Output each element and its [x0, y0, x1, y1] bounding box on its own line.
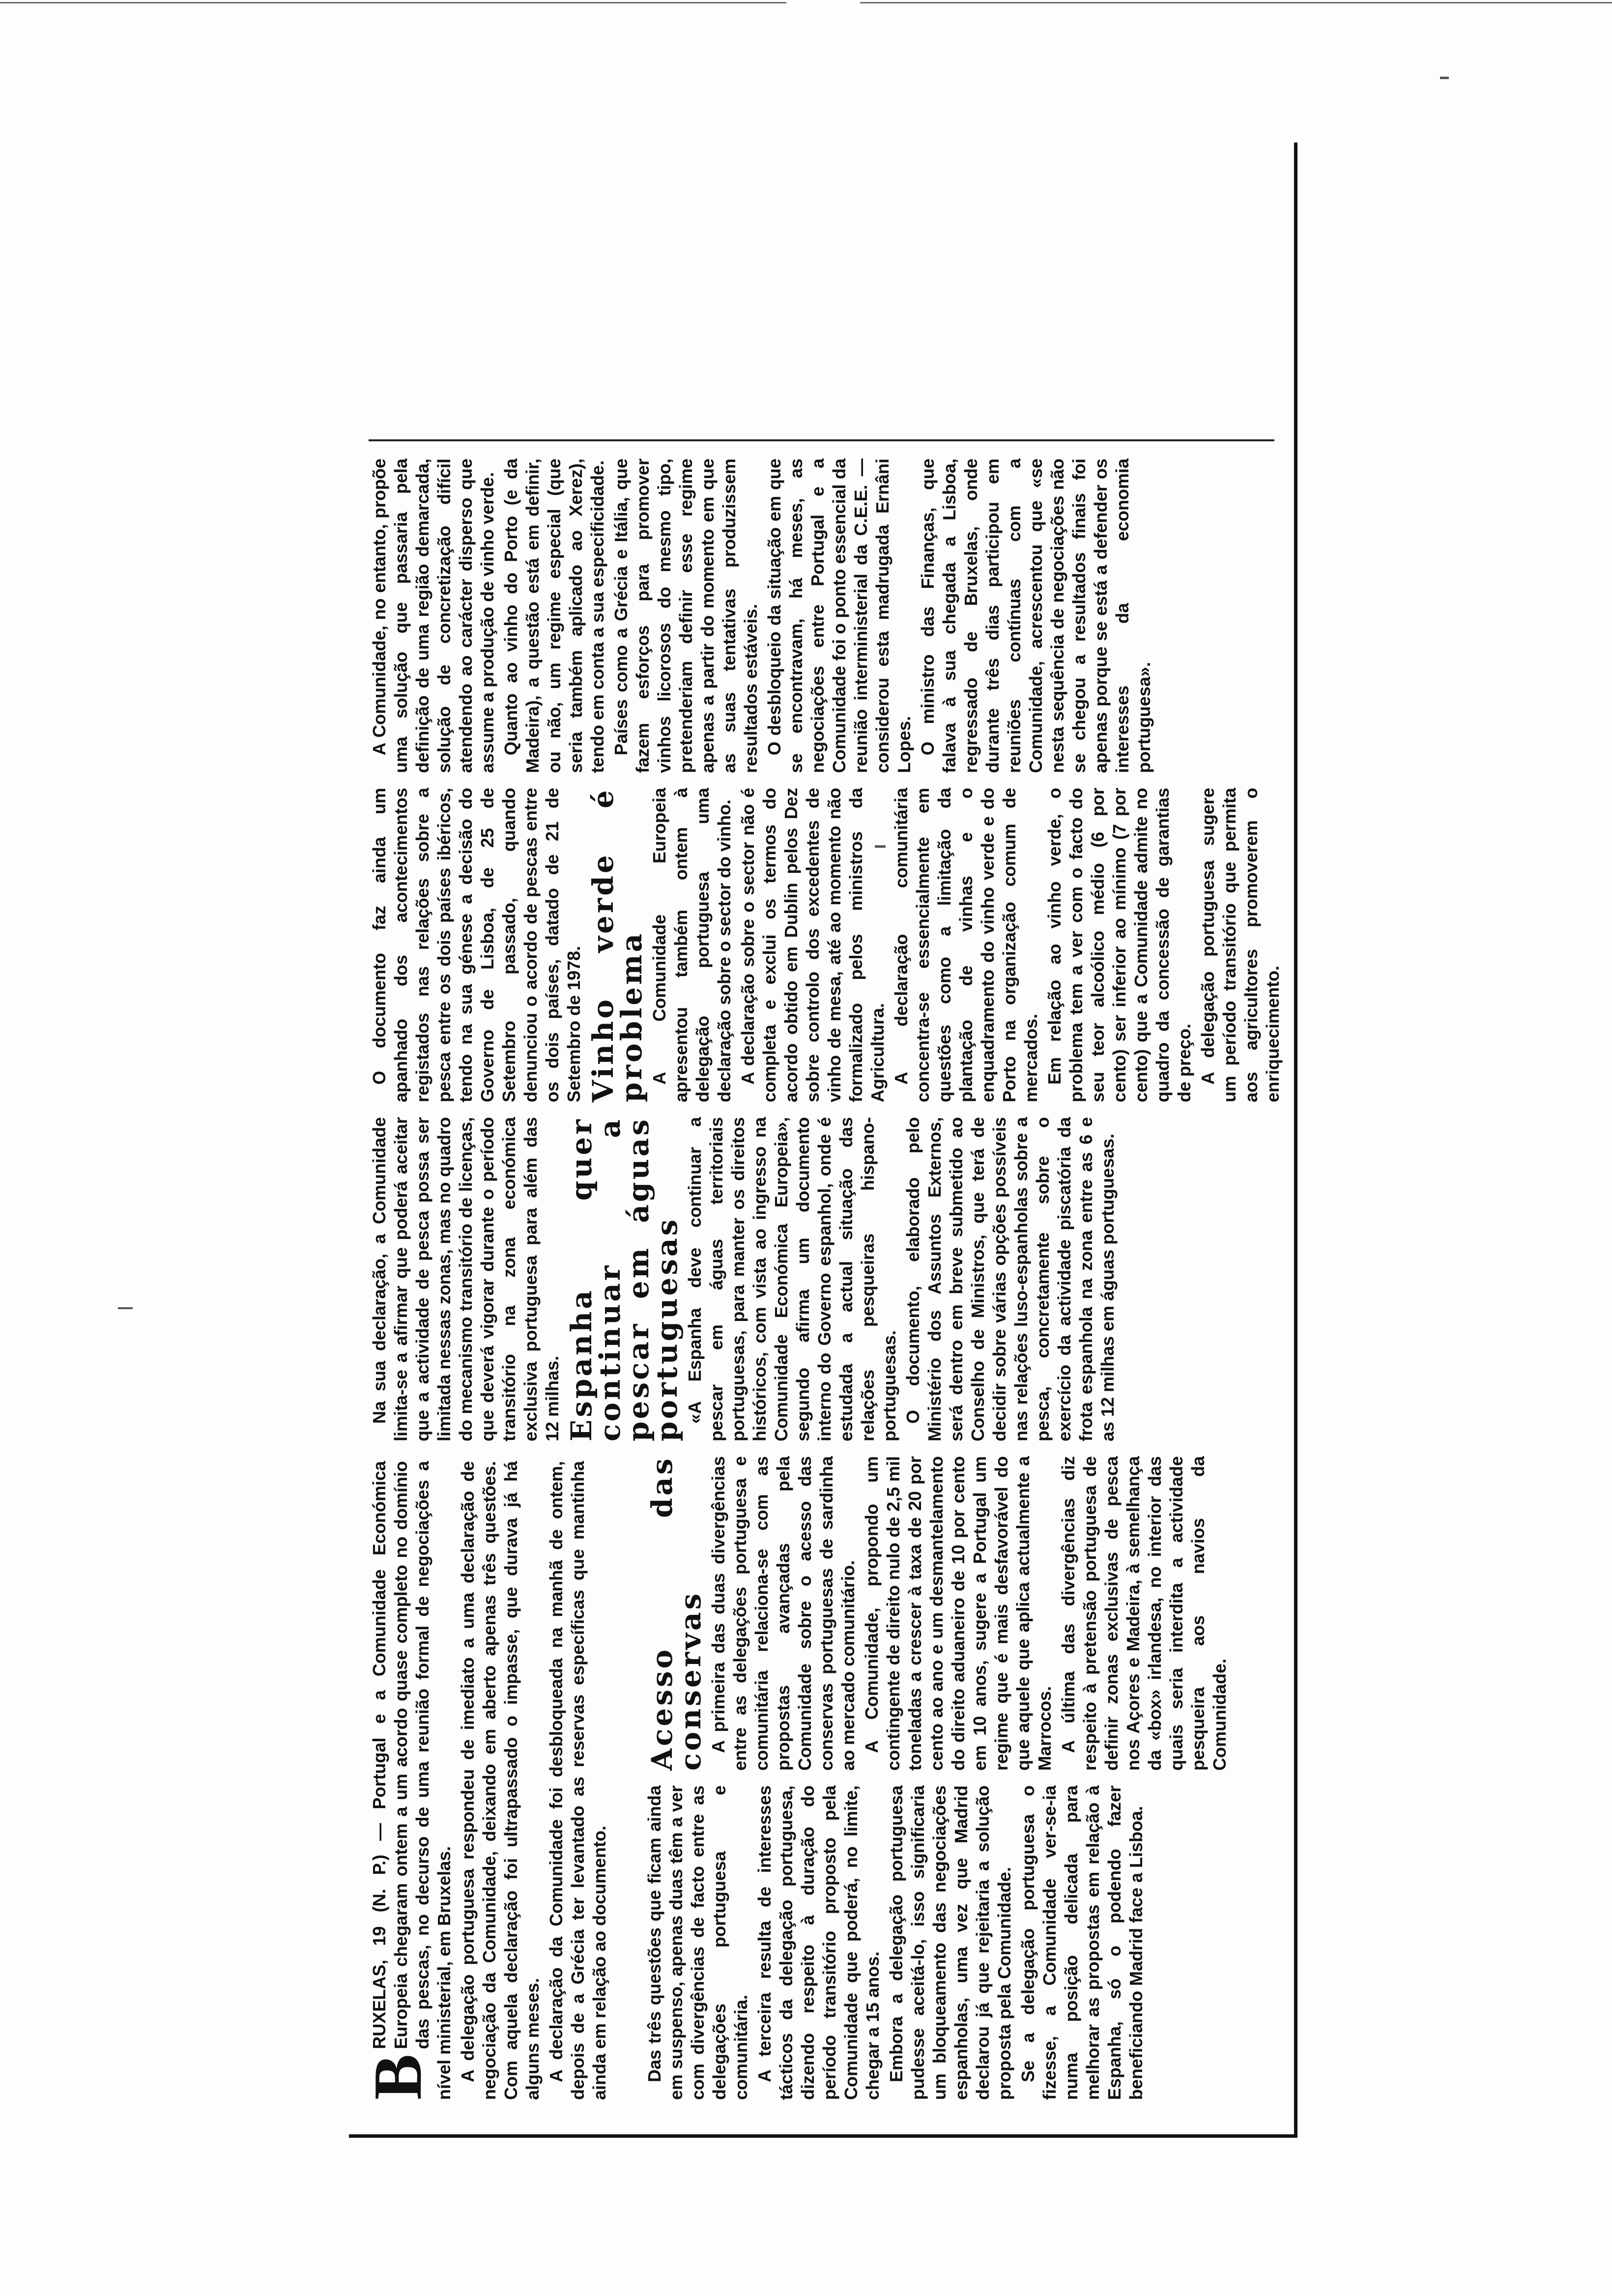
article-column-5 [369, 459, 1274, 773]
paragraph: «A Espanha deve continuar a pescar em águas territoriais portuguesas, para manter os direitos históricos, com vista ao ingresso na Comunidade Económica Europeia», segundo afirma um documento interno do Governo espanhol, onde é estudada a actual situação das relações pesqueiras hispano-portuguesas. [685, 1117, 899, 1441]
dropcap: B [360, 2054, 436, 2100]
paragraph: A última das divergências diz respeito à pretensão portuguesa de definir zonas exclusivas de pesca nos Açores e Madeira, à semelhança da «box» irlandesa, no interior das quais seria interdita a actividade pesqueira aos navios da Comunidade. [1058, 1456, 1230, 1771]
paragraph: Das três questões que ficam ainda em suspenso, apenas duas têm a ver com divergências de facto entre as delegações portuguesa e comunitária. [644, 1785, 751, 2100]
newspaper-clipping [349, 143, 1297, 2138]
article-column-1 [644, 1785, 1278, 2100]
paragraph: A declaração sobre o sector não é completa e exclui os termos do acordo obtido em Dublin pelos Dez sobre controlo dos excedentes de vinho de mesa, até ao momento não formalizado pelos ministros da Agricultura. [738, 788, 888, 1102]
lead-paragraph: B RUXELAS, 19 (N. P.) — Portugal e a Comunidade Económica Europeia chegaram ontem a um acordo quase completo no domínio das pescas, no decurso de uma reunião formal de negociações a nível ministerial, em Bruxelas. [360, 1461, 454, 2100]
scan-speck [118, 1307, 133, 1309]
scan-border-top-right [860, 2, 1612, 3]
paragraph: A primeira das duas divergências entre as delegações portuguesa e comunitária relaciona-se com as propostas avançadas pela Comunidade sobre o acesso das conservas portuguesas de sardinha ao mercado comunitário. [708, 1456, 858, 1771]
scan-border-top-left [0, 2, 786, 3]
article-column-2 [644, 1456, 1278, 1771]
paragraph: Embora a delegação portuguesa pudesse aceitá-lo, isso significaria um bloqueamento das negociações espanholas, uma vez que Madrid declarou já que rejeitaria a solução proposta pela Comunidade. [886, 1785, 1014, 2100]
paragraph: A Comunidade, no entanto, propõe uma solução que passaria pela definição de uma região demarcada, solução de concretização difícil atendendo ao carácter disperso que assume a produção de vinho verde. [369, 459, 497, 773]
paragraph: Países como a Grécia e Itália, que fazem esforços para promover vinhos licorosos do mesmo tipo, pretenderiam definir esse regime apenas a partir do momento em que as suas tentativas produzissem resultados estáveis. [611, 459, 761, 773]
column-rule [369, 439, 1274, 441]
lead-paragraph: A declaração da Comunidade foi desbloqueada na manhã de ontem, depois de a Grécia ter levantado as reservas específicas que mantinha ainda em relação ao documento. [546, 1461, 609, 2100]
article-body [360, 157, 1283, 2100]
paragraph: O desbloqueio da situação em que se encontravam, há meses, as negociações entre Portugal e a Comunidade foi o ponto essencial da reunião interministerial da C.E.E. — considerou esta madrugada Ernâni Lopes. [764, 459, 914, 773]
subheading: Vinho verde é problema [586, 788, 648, 1102]
paragraph: O ministro das Finanças, que falava à sua chegada a Lisboa, regressado de Bruxelas, onde durante três dias participou em reuniões contínuas com a Comunidade, acrescentou que «se nesta sequência de negociações não se chegou a resultados finais foi apenas porque se está a defender os interesses da economia portuguesa». [918, 459, 1154, 773]
paragraph: Quanto ao vinho do Porto (e da Madeira), a questão está em definir, ou não, um regime especial (que seria também aplicado ao Xerez), tendo em conta a sua especificidade. [501, 459, 607, 773]
scan-speck [1440, 77, 1449, 79]
paragraph: A Comunidade Europeia apresentou também ontem à delegação portuguesa uma declaração sobre o sector do vinho. [649, 788, 734, 1102]
subheading: Espanha quer continuar a pescar em águas portuguesas [565, 1117, 684, 1441]
paragraph: A delegação portuguesa sugere um período transitório que permita aos agricultores promoverem o enriquecimento. [1198, 788, 1283, 1102]
paragraph: A Comunidade, propondo um contingente de direito nulo de 2,5 mil toneladas a crescer à taxa de 20 por cento ao ano e um desmantelamento do direito aduaneiro de 10 por cento em 10 anos, sugere a Portugal um regime que é mais desfavorável do que aquele que aplica actualmente a Marrocos. [862, 1456, 1055, 1771]
paragraph: Na sua declaração, a Comunidade limita-se a afirmar que poderá aceitar que a actividade de pesca possa ser limitada nessas zonas, mas no quadro do mecanismo transitório de licenças, que deverá vigorar durante o período transitório na zona económica exclusiva portuguesa para além das 12 milhas. [369, 1117, 562, 1441]
subheading: Acesso das conservas [645, 1456, 707, 1771]
article-column-3 [369, 1117, 1274, 1441]
paragraph: A terceira resulta de interesses tácticos da delegação portuguesa, dizendo respeito à duração do período transitório proposto pela Comunidade que poderá, no limite, chegar a 15 anos. [754, 1785, 883, 2100]
paragraph: Se a delegação portuguesa o fizesse, a Comunidade ver-se-ia numa posição delicada para melhorar as propostas em relação à Espanha, só o podendo fazer beneficiando Madrid face a Lisboa. [1018, 1785, 1146, 2100]
lead-paragraph: A delegação portuguesa respondeu de imediato a uma declaração de negociação da Comunidade, deixando em aberto apenas três questões. Com aquela declaração foi ultrapassado o impasse, que durava já há alguns meses. [458, 1461, 543, 2100]
paragraph: A declaração comunitária concentra-se essencialmente em questões como a limitação da plantação de vinhas e o enquadramento do vinho verde e do Porto na organização comum de mercados. [891, 788, 1041, 1102]
article-lead [360, 1461, 612, 2100]
paragraph: O documento, elaborado pelo Ministério dos Assuntos Externos, será dentro em breve submetido ao Conselho de Ministros, que terá de decidir sobre várias opções possíveis nas relações luso-espanholas sobre a pesca, concretamente sobre o exercício da actividade piscatória da frota espanhola na zona entre as 6 e as 12 milhas em águas portuguesas. [903, 1117, 1118, 1441]
article-column-4 [369, 788, 1283, 1102]
paragraph: Em relação ao vinho verde, o problema tem a ver com o facto do seu teor alcoólico médio (6 por cento) ser inferior ao mínimo (7 por cento) que a Comunidade admite no quadro da concessão de garantias de preço. [1044, 788, 1194, 1102]
paragraph: O documento faz ainda um apanhado dos acontecimentos registados nas relações sobre a pesca entre os dois países ibéricos, tendo na sua génese a decisão do Governo de Lisboa, de 25 de Setembro passado, quando denunciou o acordo de pescas entre os dois países, datado de 21 de Setembro de 1978. [369, 788, 584, 1102]
